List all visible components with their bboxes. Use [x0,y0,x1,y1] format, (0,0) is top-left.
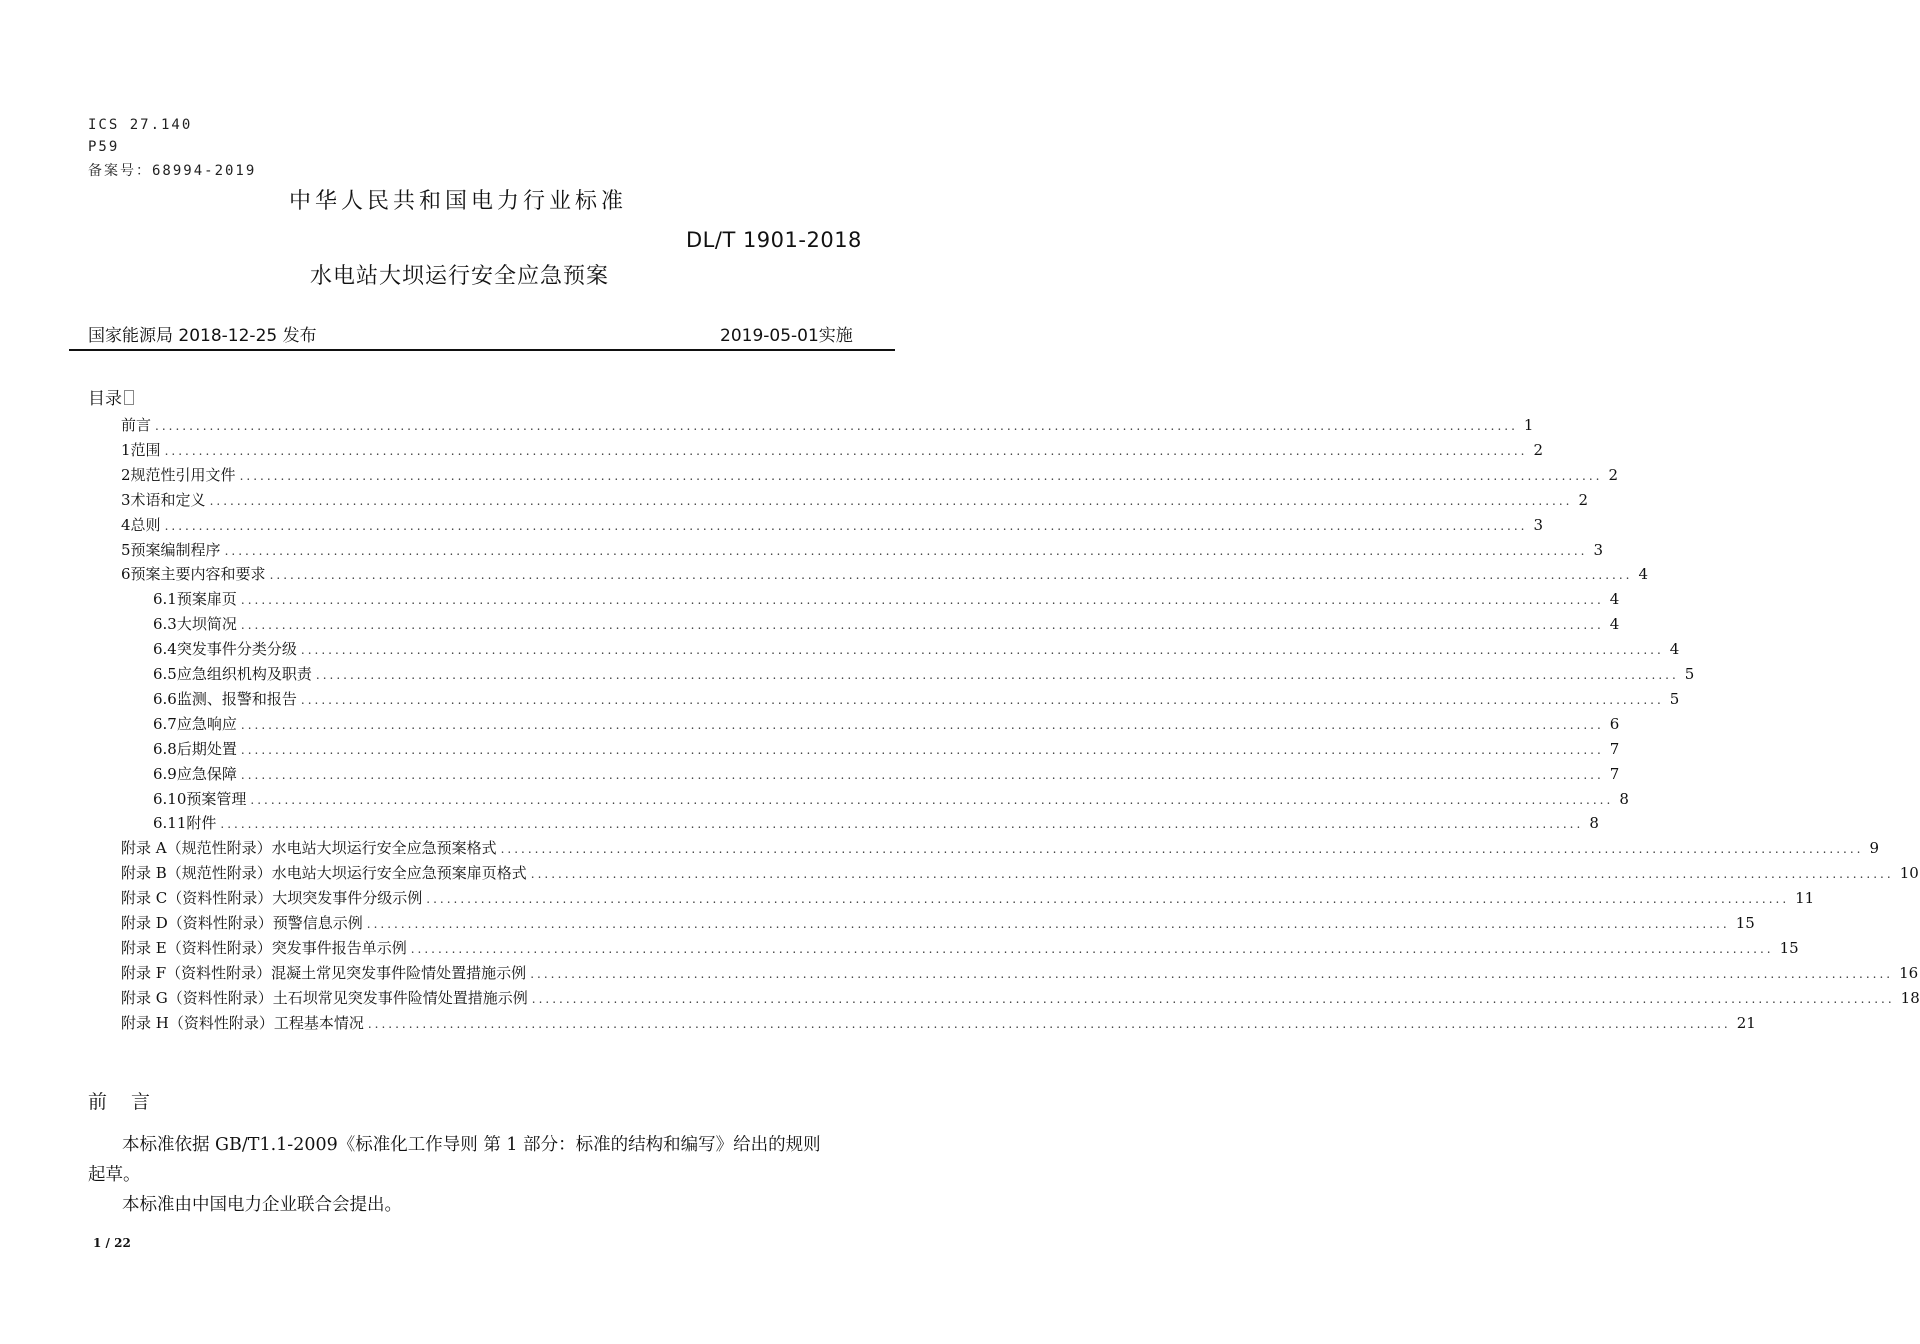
toc-entry-title: 范围 [130,440,161,459]
toc-entry-number: 前 [121,416,137,434]
header-rule [69,349,895,351]
toc-entry[interactable] [121,887,1815,909]
toc-entry[interactable] [121,464,1618,486]
toc-entry-number: 6 [121,565,131,584]
toc-entry-title: 言 [136,416,152,434]
toc-leader-dots: ........................................................................................................................................................................................................ [366,917,1730,931]
toc-entry-page: 3 [1533,515,1543,534]
foreword-heading: 前言 [88,1091,175,1113]
toc-entry-page: 5 [1684,665,1695,683]
toc-leader-dots: ........................................................................................................................................................................................................ [426,892,1790,907]
toc-entry-title: 监测、报警和报告 [176,689,297,708]
toc-entry-page: 9 [1869,839,1880,858]
toc-entry-title: 应急保障 [176,764,237,783]
toc-entry[interactable] [121,837,1880,859]
toc-entry-page: 21 [1736,1013,1756,1032]
toc-leader-dots: ........................................................................................................................................................................................................ [164,443,1528,458]
toc-entry-title: 应急响应 [176,714,237,733]
toc-entry-title: 突发事件分类分级 [176,640,297,659]
toc-entry-title: 附录 C（资料性附录）大坝突发事件分级示例 [121,889,423,908]
document-title: 水电站大坝运行安全应急预案 [310,264,610,289]
toc-entry-page: 16 [1899,963,1919,982]
toc-entry-title: 术语和定义 [130,490,206,509]
toc-entry-number: 6.10 [153,789,187,808]
toc-leader-dots: ........................................................................................................................................................................................................ [300,643,1664,658]
toc-entry[interactable] [121,912,1755,934]
toc-entry-title: 规范性引用文件 [130,465,236,484]
toc-entry-page: 6 [1609,714,1620,733]
toc-leader-dots: ........................................................................................................................................................................................................ [410,941,1774,956]
toc-entry-page: 5 [1669,689,1680,708]
toc-entry-number: 6.11 [153,814,187,833]
toc-entry-page: 11 [1795,889,1815,908]
toc-entry-title: 预案扉页 [176,590,237,609]
toc-entry-title: 后期处置 [176,739,237,758]
toc-entry-title: 应急组织机构及职责 [176,665,312,683]
issue-date: 国家能源局 2018-12-25 发布 [88,326,317,346]
toc-entry-page: 4 [1609,590,1620,609]
toc-leader-dots: ........................................................................................................................................................................................................ [250,792,1614,807]
toc-entry[interactable] [121,563,1648,585]
toc-leader-dots: ........................................................................................................................................................................................................ [164,518,1528,533]
toc-entry[interactable] [153,713,1620,735]
toc-entry[interactable] [121,1012,1756,1034]
toc-entry-title: 附录 H（资料性附录）工程基本情况 [121,1013,364,1032]
toc-leader-dots: ........................................................................................................................................................................................................ [240,767,1604,782]
toc-entry[interactable] [153,588,1620,610]
ics-code: ICS 27.140 [88,117,193,133]
toc-entry-number: 6.1 [153,590,177,609]
toc-entry-page: 2 [1533,440,1543,459]
toc-entry-page: 3 [1593,540,1603,559]
toc-entry[interactable] [121,987,1920,1009]
toc-entry-title: 附件 [186,814,217,833]
toc-entry-number: 6.5 [153,665,177,683]
toc-leader-dots: ........................................................................................................................................................................................................ [269,568,1633,583]
toc-entry-title: 附录 B（规范性附录）水电站大坝运行安全应急预案扉页格式 [121,864,527,883]
toc-leader-dots: ........................................................................................................................................................................................................ [224,543,1588,558]
toc-leader-dots: ........................................................................................................................................................................................................ [500,842,1864,857]
toc-entry-page: 15 [1779,938,1799,957]
toc-entry[interactable] [153,613,1620,635]
toc-entry-page: 4 [1609,615,1620,634]
toc-leader-dots: ........................................................................................................................................................................................................ [240,618,1604,633]
toc-leader-dots: ........................................................................................................................................................................................................ [530,966,1894,981]
toc-entry[interactable] [121,862,1919,884]
toc-leader-dots: ........................................................................................................................................................................................................ [239,468,1603,483]
toc-entry-title: 附录 E（资料性附录）突发事件报告单示例 [121,938,407,957]
toc-entry-title: 预案编制程序 [130,540,221,559]
toc-leader-dots: ........................................................................................................................................................................................................ [240,742,1604,757]
toc-entry-title: 附录 F（资料性附录）混凝土常见突发事件险情处置措施示例 [121,963,527,982]
toc-entry[interactable] [153,738,1620,760]
toc-leader-dots: ........................................................................................................................................................................................................ [220,817,1584,832]
toc-entry-page: 2 [1608,465,1618,484]
toc-entry-page: 10 [1899,864,1919,883]
toc-leader-dots: ........................................................................................................................................................................................................ [315,668,1679,682]
toc-entry[interactable] [121,489,1588,511]
toc-entry-title: 附录 G（资料性附录）土石坝常见突发事件险情处置措施示例 [121,988,528,1007]
toc-entry[interactable] [153,638,1680,660]
ccs-code: P59 [88,139,120,155]
toc-entry-number: 3 [121,490,131,509]
toc-entry[interactable] [121,937,1799,959]
standard-number: DL/T 1901-2018 [686,228,862,252]
toc-entry[interactable] [153,688,1680,710]
toc-entry[interactable] [153,763,1620,785]
effective-date: 2019-05-01实施 [720,326,853,346]
toc-entry-page: 2 [1578,490,1588,509]
toc-entry-page: 1 [1523,416,1534,434]
toc-entry-title: 大坝简况 [176,615,237,634]
toc-entry-number: 6.8 [153,739,177,758]
page-indicator: 1 / 22 [93,1236,131,1250]
toc-entry-page: 7 [1609,739,1620,758]
toc-entry-page: 4 [1638,565,1648,584]
toc-leader-dots: ........................................................................................................................................................................................................ [367,1016,1731,1031]
toc-entry[interactable] [121,414,1534,436]
toc-leader-dots: ........................................................................................................................................................................................................ [300,692,1664,707]
toc-entry-number: 4 [121,515,131,534]
toc-entry-title: 附录 A（规范性附录）水电站大坝运行安全应急预案格式 [121,839,497,858]
toc-entry[interactable] [121,962,1919,984]
toc-leader-dots: ........................................................................................................................................................................................................ [531,991,1895,1006]
foreword-paragraph-1-line-1: 本标准依据 GB/T1.1-2009《标准化工作导则 第 1 部分：标准的结构和编写》给出的规则 [122,1135,821,1155]
foreword-paragraph-2: 本标准由中国电力企业联合会提出。 [122,1195,402,1215]
toc-entry-title: 预案管理 [186,789,247,808]
toc-leader-dots: ........................................................................................................................................................................................................ [240,717,1604,732]
toc-entry[interactable] [121,439,1543,461]
toc-entry-page: 8 [1619,789,1629,808]
toc-entry-number: 6.7 [153,714,177,733]
toc-entry-number: 2 [121,465,131,484]
toc-entry-number: 5 [121,540,131,559]
toc-entry[interactable] [153,812,1599,834]
toc-heading: 目录 [88,384,134,409]
toc-entry[interactable] [121,539,1603,561]
toc-leader-dots: ........................................................................................................................................................................................................ [240,593,1604,608]
toc-entry-number: 1 [121,440,131,459]
toc-entry[interactable] [121,514,1543,536]
toc-entry-title: 预案主要内容和要求 [130,565,266,584]
toc-entry-page: 8 [1589,814,1599,833]
toc-entry-page: 4 [1669,640,1680,659]
toc-entry-number: 6.9 [153,764,177,783]
toc-entry-page: 7 [1609,764,1620,783]
toc-leader-dots: ........................................................................................................................................................................................................ [209,493,1573,508]
toc-entry-title: 附录 D（资料性附录）预警信息示例 [121,914,363,932]
filing-number: 备案号：68994-2019 [88,163,257,179]
foreword-paragraph-1-line-2: 起草。 [88,1165,141,1185]
toc-leader-dots: ........................................................................................................................................................................................................ [155,419,1518,433]
toc-entry-page: 15 [1735,914,1755,932]
toc-entry-page: 18 [1900,988,1920,1007]
toc-entry[interactable] [153,663,1695,685]
toc-leader-dots: ........................................................................................................................................................................................................ [530,867,1894,882]
standard-class: 中华人民共和国电力行业标准 [289,189,628,214]
toc-entry-number: 6.3 [153,615,177,634]
toc-entry-number: 6.4 [153,640,177,659]
toc-entry-number: 6.6 [153,689,177,708]
toc-entry[interactable] [153,788,1629,810]
toc-entry-title: 总则 [130,515,161,534]
